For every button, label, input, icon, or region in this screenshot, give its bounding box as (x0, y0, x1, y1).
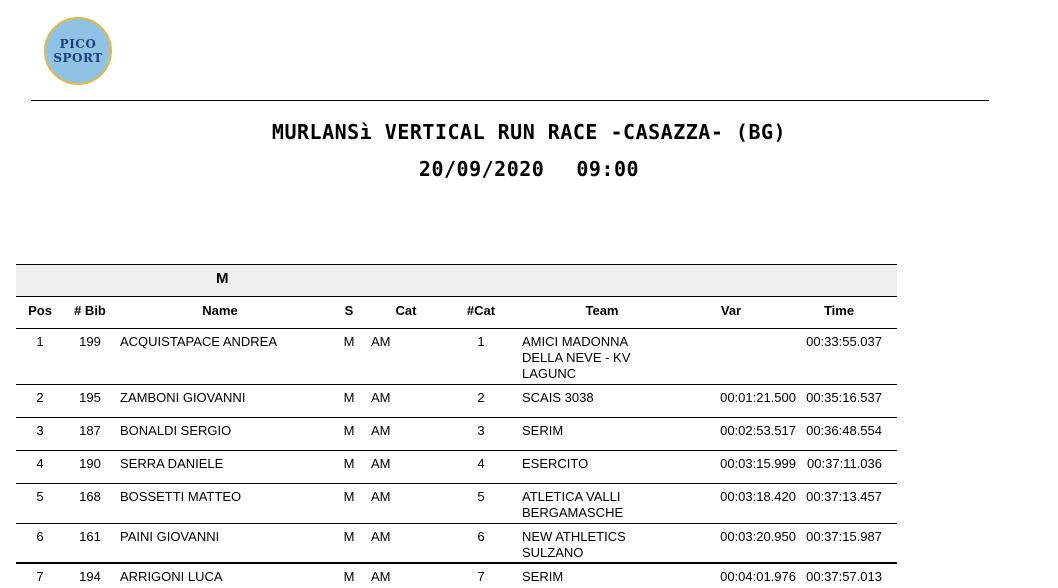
cell-time: 00:35:16.537 (806, 390, 882, 405)
cell-sex: M (343, 489, 355, 504)
cell-ncat: 2 (477, 390, 485, 405)
logo-line-2: SPORT (53, 51, 103, 65)
col-sex: S (344, 303, 354, 318)
cell-ncat: 3 (477, 423, 485, 438)
table-row (16, 484, 897, 524)
cell-bib: 161 (79, 529, 101, 544)
col-cat: Cat (395, 303, 417, 318)
cell-name: BOSSETTI MATTEO (120, 489, 242, 504)
cell-cat: AM (371, 569, 391, 584)
cell-pos: 2 (36, 390, 44, 405)
cell-ncat: 4 (477, 456, 485, 471)
col-bib: # Bib (74, 303, 106, 318)
logo-line-1: PICO (59, 37, 97, 51)
cell-name: SERRA DANIELE (120, 456, 224, 471)
cell-time: 00:37:11.036 (807, 456, 882, 471)
cell-var: 00:02:53.517 (720, 423, 796, 438)
cell-time: 00:36:48.554 (806, 423, 882, 438)
table-row (16, 564, 897, 588)
race-date: 20/09/2020 (418, 157, 545, 181)
cell-var: 00:04:01.976 (720, 569, 796, 584)
cell-var: 00:03:18.420 (720, 489, 796, 504)
cell-pos: 5 (36, 489, 44, 504)
cell-pos: 3 (36, 423, 44, 438)
cell-sex: M (343, 529, 355, 544)
cell-sex: M (343, 334, 355, 349)
cell-name: BONALDI SERGIO (120, 423, 232, 438)
col-name: Name (202, 303, 238, 318)
cell-time: 00:37:15.987 (806, 529, 882, 544)
col-time: Time (823, 303, 855, 318)
col-pos: Pos (28, 303, 52, 318)
cell-bib: 168 (79, 489, 101, 504)
table-row (16, 451, 897, 484)
cell-cat: AM (371, 334, 391, 349)
table-row (16, 329, 897, 385)
cell-time: 00:33:55.037 (806, 334, 882, 349)
cell-team: AMICI MADONNA DELLA NEVE - KV LAGUNC (522, 334, 631, 381)
cell-team: SERIM (522, 569, 564, 584)
cell-name: ARRIGONI LUCA (120, 569, 223, 584)
cell-cat: AM (371, 390, 391, 405)
cell-cat: AM (371, 456, 391, 471)
cell-team: ATLETICA VALLI BERGAMASCHE (522, 489, 624, 520)
cell-cat: AM (371, 423, 391, 438)
cell-pos: 4 (36, 456, 44, 471)
cell-team: ESERCITO (522, 456, 589, 471)
cell-pos: 7 (36, 569, 44, 584)
cell-name: ZAMBONI GIOVANNI (120, 390, 246, 405)
cell-pos: 6 (36, 529, 44, 544)
cell-sex: M (343, 569, 355, 584)
pico-sport-logo (44, 17, 112, 85)
cell-ncat: 1 (477, 334, 485, 349)
col-team: Team (585, 303, 619, 318)
cell-bib: 187 (79, 423, 101, 438)
cell-pos: 1 (36, 334, 44, 349)
cell-bib: 195 (79, 390, 101, 405)
col-ncat: #Cat (466, 303, 496, 318)
cell-sex: M (343, 456, 355, 471)
cell-cat: AM (371, 529, 391, 544)
race-start-time: 09:00 (576, 157, 640, 181)
cell-team: SCAIS 3038 (522, 390, 594, 405)
table-header (16, 297, 897, 329)
col-var: Var (720, 303, 742, 318)
cell-time: 00:37:57.013 (806, 569, 882, 584)
cell-team: SERIM (522, 423, 564, 438)
cell-sex: M (343, 390, 355, 405)
cell-name: PAINI GIOVANNI (120, 529, 220, 544)
cell-bib: 194 (79, 569, 101, 584)
category-label: M (216, 270, 229, 287)
cell-var: 00:03:20.950 (720, 529, 796, 544)
cell-cat: AM (371, 489, 391, 504)
table-row (16, 385, 897, 418)
table-row (16, 418, 897, 451)
cell-bib: 199 (79, 334, 101, 349)
cell-ncat: 5 (477, 489, 485, 504)
cell-ncat: 6 (477, 529, 485, 544)
race-title: MURLANSì VERTICAL RUN RACE -CASAZZA- (BG) (271, 120, 787, 144)
table-row (16, 524, 897, 564)
header-divider (31, 100, 989, 101)
cell-bib: 190 (79, 456, 101, 471)
cell-var: 00:01:21.500 (720, 390, 796, 405)
cell-var: 00:03:15.999 (720, 456, 796, 471)
cell-name: ACQUISTAPACE ANDREA (120, 334, 277, 349)
results-table (16, 264, 897, 588)
category-band (16, 264, 897, 297)
cell-team: NEW ATHLETICS SULZANO (522, 529, 626, 560)
cell-sex: M (343, 423, 355, 438)
cell-time: 00:37:13.457 (806, 489, 882, 504)
cell-ncat: 7 (477, 569, 485, 584)
race-datetime (0, 157, 1058, 181)
